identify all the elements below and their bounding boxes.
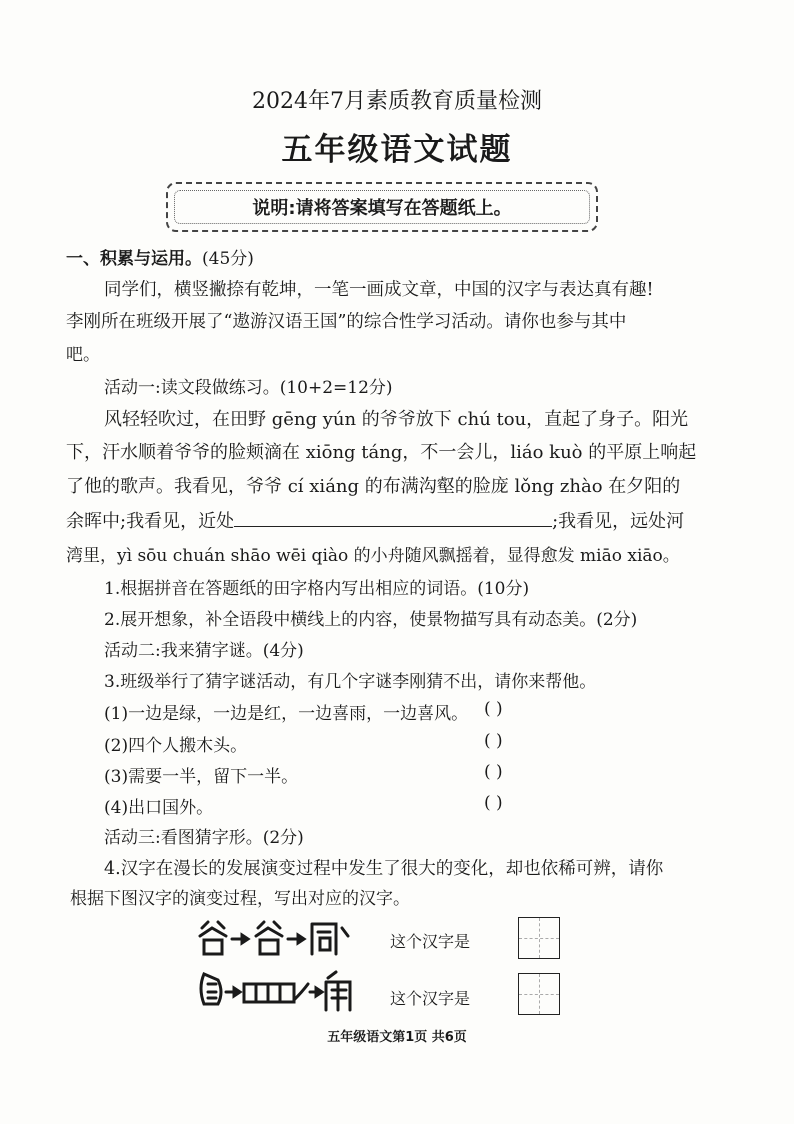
question-2: 2.展开想象，补全语段中横线上的内容，使景物描写具有动态美。(2分) [104, 610, 638, 630]
riddle-4-answer[interactable]: ( ) [484, 793, 503, 813]
intro-line-2: 李刚所在班级开展了“遨游汉语王国”的综合性学习活动。请你也参与其中 [66, 312, 627, 332]
section-heading [66, 244, 254, 269]
answer-box-2[interactable] [518, 973, 560, 1015]
question-4-line-1: 4.汉字在漫长的发展演变过程中发生了很大的变化，却也依稀可辨，请你 [104, 859, 664, 879]
evolution-2-prompt: 这个汉字是 [390, 989, 471, 1008]
passage-line-4-end: ;我看见，远处河 [552, 511, 685, 532]
riddle-1-answer[interactable]: ( ) [484, 699, 503, 719]
exam-header-line: 2024年7月素质教育质量检测 [252, 89, 542, 114]
riddle-4: (4)出口国外。 [104, 798, 214, 818]
answer-box-1[interactable] [518, 917, 560, 959]
passage-line-4 [66, 507, 684, 533]
riddle-1: (1)一边是绿，一边是红，一边喜雨，一边喜风。 [104, 704, 469, 724]
section-points: (45分) [202, 249, 254, 269]
riddle-3: (3)需要一半，留下一半。 [104, 767, 299, 787]
character-evolution-1 [196, 918, 356, 962]
question-3: 3.班级举行了猜字谜活动，有几个字谜李刚猜不出，请你来帮他。 [104, 672, 597, 692]
intro-line-1: 同学们，横竖撇捺有乾坤，一笔一画成文章，中国的汉字与表达真有趣! [104, 280, 654, 300]
passage-line-3: 了他的歌声。我看见，爷爷 cí xiáng 的布满沟壑的脸庞 lǒng zhào 在夕阳的 [66, 476, 681, 497]
instruction-text: 说明:请将答案填写在答题纸上。 [174, 190, 590, 224]
passage-line-1: 风轻轻吹过，在田野 gēng yún 的爷爷放下 chú tou，直起了身子。阳光 [104, 409, 689, 430]
passage-line-5: 湾里，yì sōu chuán shāo wēi qiào 的小舟随风飘摇着，显得愈发 miāo xiāo。 [66, 546, 680, 566]
intro-line-3: 吧。 [66, 345, 100, 365]
riddle-2-answer[interactable]: ( ) [484, 731, 503, 751]
question-1: 1.根据拼音在答题纸的田字格内写出相应的词语。(10分) [104, 579, 530, 599]
evolution-1-prompt: 这个汉字是 [390, 932, 471, 951]
exam-title: 五年级语文试题 [281, 132, 513, 168]
activity1-title: 活动一:读文段做练习。(10+2=12分) [104, 378, 393, 398]
instruction-box [166, 182, 598, 232]
passage-line-4-start: 余晖中;我看见，近处 [66, 511, 235, 532]
question-4-line-2: 根据下图汉字的演变过程，写出对应的汉字。 [70, 889, 410, 909]
riddle-3-answer[interactable]: ( ) [484, 762, 503, 782]
section-label: 一、积累与运用。 [66, 249, 202, 269]
activity3-title: 活动三:看图猜字形。(2分) [104, 828, 304, 848]
passage-line-2: 下，汗水顺着爷爷的脸颊滴在 xiōng táng，不一会儿，liáo kuò 的平原上响起 [66, 442, 697, 463]
activity2-title: 活动二:我来猜字谜。(4分) [104, 641, 304, 661]
riddle-2: (2)四个人搬木头。 [104, 736, 248, 756]
character-evolution-2 [196, 970, 356, 1018]
fill-in-blank[interactable] [234, 512, 552, 527]
page-footer: 五年级语文第1页 共6页 [327, 1030, 467, 1045]
